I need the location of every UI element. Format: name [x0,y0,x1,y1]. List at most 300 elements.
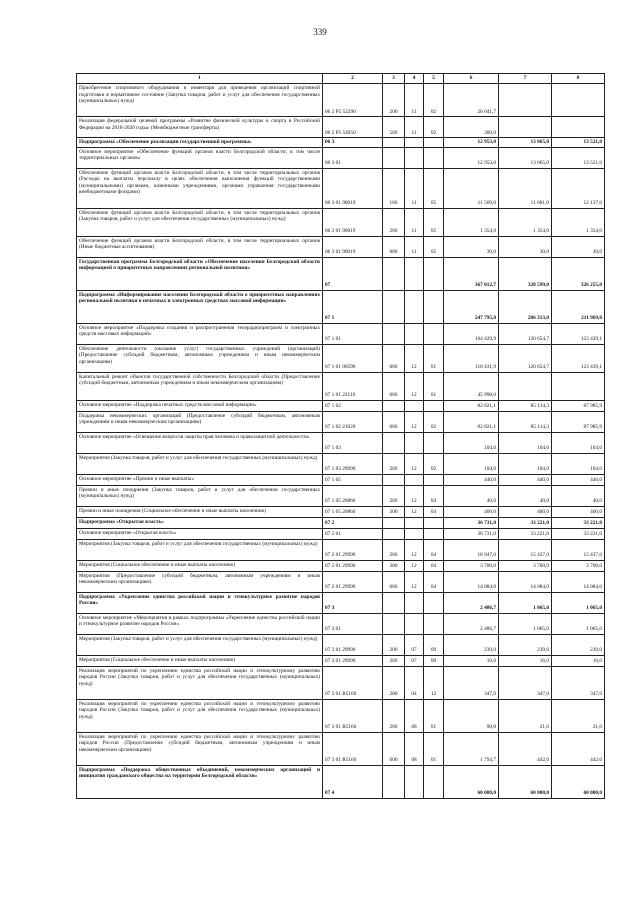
row-subsection: 01 [424,344,444,372]
row-program-code: 07 1 03 [323,432,383,453]
row-description: Мероприятия (Закупка товаров, работ и услуг для обеспечения государственных (муниципальных) нужд) [77,539,323,560]
row-program-code: 07 2 01 29990 [323,571,383,592]
row-amount-year-3: 123 439,1 [552,344,605,372]
row-expense-type: 200 [383,453,405,474]
row-amount-year-2: 85 114,3 [499,400,552,411]
row-amount-year-3: 14 084,0 [552,571,605,592]
row-section [405,290,424,323]
row-subsection: 02 [424,117,444,138]
row-amount-year-3: 239,0 [552,634,605,655]
row-program-code: 07 3 01 29990 [323,634,383,655]
table-row [77,453,605,474]
row-section: 12 [405,372,424,400]
table-row [77,485,605,506]
table-row [77,560,605,571]
row-program-code: 06 3 [323,138,383,148]
row-program-code: 07 1 [323,290,383,323]
row-description: Мероприятия (Закупка товаров, работ и услуг для обеспечения государственных (муниципальных) нужд) [77,453,323,474]
row-subsection: 02 [424,411,444,432]
row-section [405,138,424,148]
row-program-code: 07 1 02 [323,400,383,411]
row-section [405,474,424,485]
row-amount-year-1: 82 821,1 [444,400,499,411]
row-amount-year-2: 104,0 [499,432,552,453]
row-section: 12 [405,539,424,560]
row-description: Мероприятия (Закупка товаров, работ и услуг для обеспечения государственных (муниципальных) нужд) [77,634,323,655]
row-subsection: 04 [424,560,444,571]
row-amount-year-3: 347,0 [552,666,605,699]
table-row [77,84,605,117]
row-section [405,613,424,634]
row-program-code: 07 1 01 [323,323,383,344]
table-row [77,147,605,168]
row-subsection [424,290,444,323]
table-row [77,634,605,655]
row-description: Реализация федеральной целевой программы «Развитие физической культуры и спорта в Российской Федерации на 2016-2020 годы» (Межбюджетные трансферты) [77,117,323,138]
row-expense-type [383,138,405,148]
row-subsection [424,400,444,411]
row-subsection: 05 [424,168,444,208]
row-subsection [424,765,444,798]
row-expense-type: 300 [383,655,405,666]
row-description: Поддержка некоммерческих организаций (Предоставление субсидий бюджетным, автономным учреждениям и иным некоммерческим организациям) [77,411,323,432]
row-program-code: 07 1 01 00590 [323,344,383,372]
row-amount-year-2: 33 221,0 [499,517,552,528]
row-program-code: 07 3 01 R5160 [323,732,383,765]
row-expense-type [383,290,405,323]
row-section: 12 [405,485,424,506]
row-program-code: 07 1 02 21020 [323,411,383,432]
row-section [405,257,424,290]
table-row [77,138,605,148]
row-subsection [424,592,444,613]
row-amount-year-1: 11 569,0 [444,168,499,208]
row-description: Обеспечение функций органов власти Белгородской области, в том числе территориальных органов (Расходы на выплаты персоналу в целях обеспечения выполнения функций государственными (муниципальными) органами, казенными учреждениями, органами управления государственными внебюджетными фондами) [77,168,323,208]
row-expense-type: 200 [383,539,405,560]
row-section [405,432,424,453]
row-subsection [424,257,444,290]
row-amount-year-1: 26 041,7 [444,84,499,117]
row-section: 12 [405,571,424,592]
row-amount-year-1: 440,0 [444,474,499,485]
row-subsection: 04 [424,485,444,506]
row-program-code: 07 2 01 29990 [323,560,383,571]
row-program-code: 06 2 P5 52290 [323,84,383,117]
row-description: Приобретение спортивного оборудования и инвентаря для приведения организаций спортивной подготовки в нормативное состояние (Закупка товаров, работ и услуг для обеспечения государственных (муниципальных) нужд) [77,84,323,117]
table-body [77,84,605,799]
row-amount-year-2: 85 114,3 [499,411,552,432]
row-expense-type: 600 [383,732,405,765]
row-description: Основное мероприятие «Поддержка создания и распространения телерадиопрограмм и электронных средств массовых информаций» [77,323,323,344]
header-col-6: 6 [444,74,499,84]
row-amount-year-3: 13 521,0 [552,138,605,148]
table-row [77,655,605,666]
row-amount-year-2 [499,84,552,117]
row-expense-type [383,432,405,453]
row-expense-type: 800 [383,236,405,257]
row-amount-year-2: 442,0 [499,732,552,765]
row-amount-year-3: 1 065,0 [552,613,605,634]
row-amount-year-3: 400,0 [552,506,605,517]
row-expense-type: 200 [383,485,405,506]
row-section: 11 [405,168,424,208]
row-amount-year-3: 1 065,0 [552,592,605,613]
table-row [77,506,605,517]
row-expense-type: 600 [383,411,405,432]
table-row [77,400,605,411]
row-expense-type [383,147,405,168]
row-expense-type: 300 [383,506,405,517]
row-subsection [424,613,444,634]
row-description: Подпрограмма «Открытая власть» [77,517,323,528]
row-expense-type: 600 [383,571,405,592]
row-section: 08 [405,699,424,732]
row-expense-type: 200 [383,208,405,236]
row-amount-year-3 [552,84,605,117]
row-amount-year-3 [552,372,605,400]
row-description: Государственная программа Белгородской области «Обеспечение населения Белгородской области информацией о приоритетных направлениях региональной политики» [77,257,323,290]
row-amount-year-2: 120 654,7 [499,344,552,372]
row-program-code: 07 3 01 [323,613,383,634]
row-subsection: 01 [424,699,444,732]
table-row [77,411,605,432]
row-amount-year-3: 442,0 [552,732,605,765]
row-description: Капитальный ремонт объектов государственной собственности Белгородской области (Предоставление субсидий бюджетным, автономным учреждениям и иным некоммерческим организациям) [77,372,323,400]
row-amount-year-3: 16,0 [552,655,605,666]
row-expense-type: 100 [383,168,405,208]
row-amount-year-2: 21,0 [499,699,552,732]
row-amount-year-1: 239,0 [444,634,499,655]
row-program-code: 06 3 01 90019 [323,208,383,236]
row-program-code: 06 3 01 [323,147,383,168]
row-expense-type [383,474,405,485]
row-section [405,528,424,539]
row-section: 12 [405,560,424,571]
row-amount-year-3: 104,0 [552,432,605,453]
row-description: Премии и иные поощрения (Закупка товаров, работ и услуг для обеспечения государственных (муниципальных) нужд) [77,485,323,506]
row-subsection: 05 [424,236,444,257]
row-amount-year-1: 36 731,0 [444,528,499,539]
row-amount-year-3: 21,0 [552,699,605,732]
row-section: 12 [405,453,424,474]
row-subsection [424,323,444,344]
row-description: Мероприятия (Социальное обеспечение и иные выплаты населению) [77,560,323,571]
row-section [405,517,424,528]
row-amount-year-2: 13 065,0 [499,138,552,148]
row-program-code: 07 3 01 R5160 [323,699,383,732]
row-amount-year-3: 440,0 [552,474,605,485]
row-expense-type: 500 [383,117,405,138]
row-description: Основное мероприятие «Открытая власть» [77,528,323,539]
row-subsection [424,474,444,485]
row-amount-year-3: 40,0 [552,485,605,506]
row-subsection: 09 [424,634,444,655]
row-amount-year-3: 87 985,9 [552,411,605,432]
row-subsection: 04 [424,539,444,560]
row-amount-year-2: 60 000,0 [499,765,552,798]
table-row [77,571,605,592]
row-section: 11 [405,117,424,138]
row-amount-year-3: 33 221,0 [552,517,605,528]
row-subsection: 02 [424,84,444,117]
row-amount-year-1: 1 354,0 [444,208,499,236]
table-row [77,208,605,236]
row-amount-year-2: 320 599,0 [499,257,552,290]
row-program-code: 06 3 01 90019 [323,236,383,257]
row-program-code: 07 1 03 29990 [323,453,383,474]
row-section: 11 [405,84,424,117]
table-row [77,517,605,528]
row-expense-type: 200 [383,699,405,732]
row-description: Реализация мероприятий по укреплению единства российской нации и этнокультурному развитию народов России (Предоставление субсидий бюджетным, автономным учреждениям и иным некоммерческим организациям) [77,732,323,765]
row-amount-year-1: 12 953,0 [444,138,499,148]
table-header-row [77,74,605,84]
row-amount-year-2: 104,0 [499,453,552,474]
row-section: 07 [405,634,424,655]
header-col-3: 3 [383,74,405,84]
row-description: Премии и иные поощрения (Социальное обеспечение и иные выплаты населению) [77,506,323,517]
row-amount-year-1: 2 486,7 [444,613,499,634]
table-row [77,323,605,344]
table-row [77,613,605,634]
row-program-code: 06 3 01 90019 [323,168,383,208]
row-description: Обеспечение функций органов власти Белгородской области, в том числе территориальных органов (Иные бюджетные ассигнования) [77,236,323,257]
row-expense-type [383,517,405,528]
row-description: Обеспечение деятельности (оказание услуг) государственных учреждений (организаций) (Предоставление субсидий бюджетным, автономным учреждениям и иным некоммерческим организациям) [77,344,323,372]
row-description: Основное мероприятие «Мероприятия в рамках подпрограммы «Укрепление единства российской нации и этнокультурное развитие народов России» [77,613,323,634]
row-amount-year-1: 118 431,9 [444,344,499,372]
table-row [77,732,605,765]
row-amount-year-1: 60 000,0 [444,765,499,798]
row-program-code: 07 1 05 20860 [323,485,383,506]
row-expense-type: 200 [383,666,405,699]
row-program-code: 06 2 P5 54950 [323,117,383,138]
row-section: 12 [405,411,424,432]
row-amount-year-3: 1 354,0 [552,208,605,236]
row-amount-year-3: 87 985,9 [552,400,605,411]
row-amount-year-3: 12 137,0 [552,168,605,208]
row-description: Подпрограмма «Информирование населения Белгородской области о приоритетных направлениях региональной политики в печатных и электронных средствах массовой информации» [77,290,323,323]
row-amount-year-1: 30,0 [444,236,499,257]
row-section: 12 [405,344,424,372]
row-amount-year-2 [499,372,552,400]
row-program-code: 07 1 01 22110 [323,372,383,400]
row-section: 12 [405,506,424,517]
row-amount-year-2: 1 065,0 [499,613,552,634]
row-amount-year-2: 16,0 [499,655,552,666]
row-expense-type [383,400,405,411]
row-program-code: 07 3 01 29990 [323,655,383,666]
row-description: Реализация мероприятий по укреплению единства российской нации и этнокультурному развитию народов России (Закупка товаров, работ и услуг для обеспечения государственных (муниципальных) нужд) [77,699,323,732]
row-amount-year-3: 13 521,0 [552,147,605,168]
row-description: Основное мероприятие «Поддержка печатных средств массовой информации» [77,400,323,411]
row-amount-year-1: 82 821,1 [444,411,499,432]
row-program-code: 07 2 [323,517,383,528]
row-expense-type [383,613,405,634]
table-row [77,168,605,208]
row-program-code: 07 3 01 R5160 [323,666,383,699]
header-col-4: 4 [405,74,424,84]
row-amount-year-3: 30,0 [552,236,605,257]
row-expense-type [383,257,405,290]
row-amount-year-2: 120 654,7 [499,323,552,344]
row-amount-year-2: 1 354,0 [499,208,552,236]
row-description: Подпрограмма «Обеспечение реализации государственной программы» [77,138,323,148]
row-amount-year-1: 164 429,9 [444,323,499,344]
row-amount-year-1: 3 700,0 [444,560,499,571]
budget-table [76,73,605,799]
row-description: Основное мероприятие «Освещение вопросов защиты прав человека и правозащитной деятельности» [77,432,323,453]
row-subsection: 01 [424,372,444,400]
row-section [405,765,424,798]
row-section: 11 [405,236,424,257]
row-amount-year-1: 14 084,0 [444,571,499,592]
row-amount-year-3: 60 000,0 [552,765,605,798]
row-expense-type: 600 [383,372,405,400]
row-amount-year-2: 13 065,0 [499,147,552,168]
row-amount-year-2 [499,117,552,138]
row-amount-year-1: 40,0 [444,485,499,506]
row-amount-year-2: 239,0 [499,634,552,655]
row-description: Основное мероприятие «Обеспечение функций органов власти Белгородской области, в том числе территориальных органов» [77,147,323,168]
row-subsection: 12 [424,666,444,699]
row-description: Реализация мероприятий по укреплению единства российской нации и этнокультурному развитию народов России (Закупка товаров, работ и услуг для обеспечения государственных (муниципальных) нужд) [77,666,323,699]
row-program-code: 07 2 01 [323,528,383,539]
row-program-code: 07 2 01 29990 [323,539,383,560]
header-col-2: 2 [323,74,383,84]
row-amount-year-3 [552,117,605,138]
row-amount-year-3: 326 255,0 [552,257,605,290]
row-subsection: 02 [424,453,444,474]
row-expense-type [383,528,405,539]
row-amount-year-1: 1 794,7 [444,732,499,765]
row-amount-year-1: 104,0 [444,432,499,453]
row-description: Подпрограмма «Поддержка общественных объединений, некоммерческих организаций и инициатив гражданского общества на территории Белгородской области» [77,765,323,798]
row-section: 08 [405,732,424,765]
row-program-code: 07 4 [323,765,383,798]
table-row [77,528,605,539]
row-subsection: 04 [424,571,444,592]
table-row [77,257,605,290]
row-expense-type: 200 [383,84,405,117]
row-section [405,592,424,613]
row-description: Обеспечение функций органов власти Белгородской области, в том числе территориальных органов (Закупка товаров, работ и услуг для обеспечения государственных (муниципальных) нужд) [77,208,323,236]
row-section: 04 [405,666,424,699]
row-subsection [424,528,444,539]
row-description: Основное мероприятие «Премии и иные выплаты» [77,474,323,485]
row-amount-year-2: 40,0 [499,485,552,506]
row-amount-year-2: 30,0 [499,236,552,257]
row-amount-year-2: 206 313,0 [499,290,552,323]
row-expense-type [383,323,405,344]
row-amount-year-3: 15 437,0 [552,539,605,560]
row-amount-year-1: 45 998,0 [444,372,499,400]
row-amount-year-1: 347,0 [444,666,499,699]
table-row [77,699,605,732]
table-row [77,372,605,400]
table-row [77,236,605,257]
row-section: 07 [405,655,424,666]
row-amount-year-2: 3 700,0 [499,560,552,571]
row-amount-year-3: 33 221,0 [552,528,605,539]
row-expense-type: 300 [383,560,405,571]
row-amount-year-1: 300,0 [444,117,499,138]
row-amount-year-1: 12 953,0 [444,147,499,168]
row-description: Мероприятия (Предоставление субсидий бюджетным, автономным учреждениям и иным некоммерческим организациям) [77,571,323,592]
row-program-code: 07 3 [323,592,383,613]
row-amount-year-2: 400,0 [499,506,552,517]
row-subsection [424,432,444,453]
header-col-7: 7 [499,74,552,84]
table-row [77,290,605,323]
row-section: 11 [405,208,424,236]
page-number: 339 [313,27,327,37]
table-row [77,765,605,798]
row-subsection [424,138,444,148]
table-row [77,344,605,372]
row-amount-year-1: 36 731,0 [444,517,499,528]
table-row [77,474,605,485]
row-amount-year-1: 90,0 [444,699,499,732]
row-amount-year-2: 15 437,0 [499,539,552,560]
table-row [77,117,605,138]
row-amount-year-2: 347,0 [499,666,552,699]
row-amount-year-3: 104,0 [552,453,605,474]
row-description: Мероприятия (Социальное обеспечение и иные выплаты населению) [77,655,323,666]
row-amount-year-1: 247 795,0 [444,290,499,323]
row-amount-year-2: 440,0 [499,474,552,485]
table-row [77,432,605,453]
row-program-code: 07 1 05 20860 [323,506,383,517]
header-col-1: 1 [77,74,323,84]
table-row [77,592,605,613]
row-section [405,323,424,344]
row-amount-year-1: 367 012,7 [444,257,499,290]
row-amount-year-2: 14 084,0 [499,571,552,592]
row-section [405,147,424,168]
row-amount-year-2: 11 681,0 [499,168,552,208]
row-amount-year-1: 18 947,0 [444,539,499,560]
row-amount-year-1: 2 486,7 [444,592,499,613]
header-col-5: 5 [424,74,444,84]
header-col-8: 8 [552,74,605,84]
row-amount-year-2: 1 065,0 [499,592,552,613]
row-amount-year-1: 104,0 [444,453,499,474]
row-program-code: 07 [323,257,383,290]
row-subsection: 04 [424,506,444,517]
row-subsection: 09 [424,655,444,666]
row-subsection: 05 [424,208,444,236]
row-amount-year-2: 33 221,0 [499,528,552,539]
row-expense-type: 200 [383,634,405,655]
row-subsection [424,147,444,168]
table-row [77,666,605,699]
row-expense-type [383,592,405,613]
row-amount-year-3: 3 700,0 [552,560,605,571]
row-amount-year-3: 211 969,0 [552,290,605,323]
row-expense-type: 600 [383,344,405,372]
row-section [405,400,424,411]
row-description: Подпрограмма «Укрепление единства российской нации и этнокультурное развитие народов России» [77,592,323,613]
row-subsection: 01 [424,732,444,765]
row-amount-year-1: 400,0 [444,506,499,517]
table-row [77,539,605,560]
row-amount-year-3: 123 439,1 [552,323,605,344]
row-subsection [424,517,444,528]
row-expense-type [383,765,405,798]
row-amount-year-1: 16,0 [444,655,499,666]
row-program-code: 07 1 05 [323,474,383,485]
